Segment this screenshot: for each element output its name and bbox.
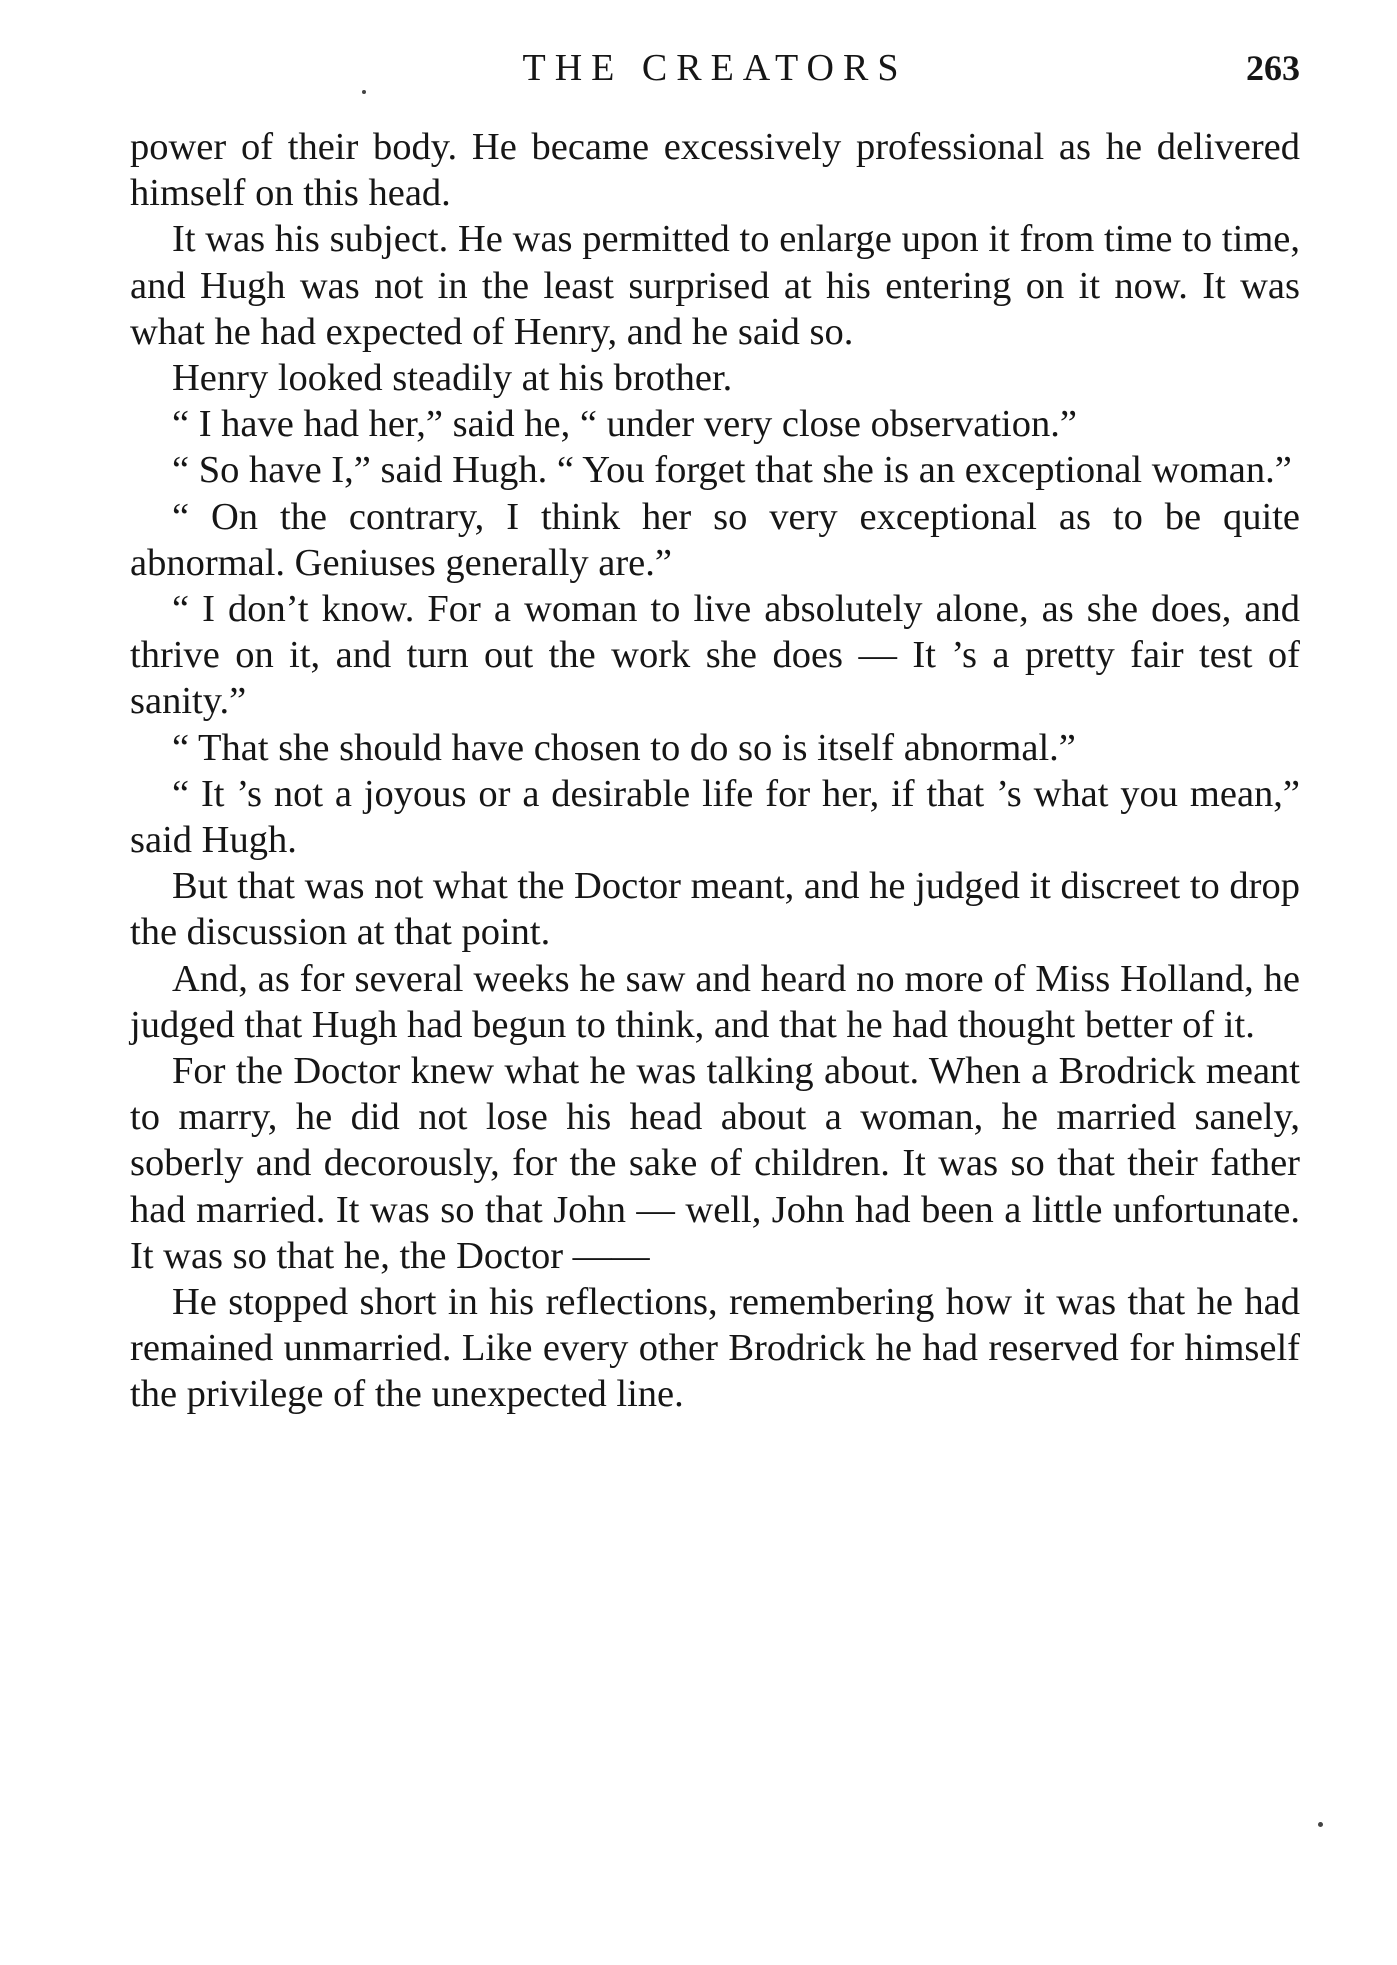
paragraph: “ On the contrary, I think her so very exceptional as to be quite abnormal. Geniuses generally are.” [130, 495, 1300, 584]
paragraph: He stopped short in his reflections, remembering how it was that he had remained unmarried. Like every other Brodrick he had reserved for himself the privilege of the unexpected line. [130, 1281, 1300, 1416]
running-title: THE CREATORS [522, 47, 908, 89]
paragraph: But that was not what the Doctor meant, and he judged it discreet to drop the discussion at that point. [130, 865, 1300, 954]
ink-speck [1318, 1822, 1323, 1827]
paragraph: “ I have had her,” said he, “ under very close observation.” [172, 403, 1077, 446]
body-text [130, 124, 1300, 1418]
paragraph: “ I don’t know. For a woman to live absolutely alone, as she does, and thrive on it, and turn out the work she does — It ’s a pretty fair test of sanity.” [130, 588, 1300, 723]
paragraph: Henry looked steadily at his brother. [172, 357, 733, 400]
page-number: 263 [1246, 48, 1300, 88]
running-head [130, 38, 1300, 98]
paragraph: For the Doctor knew what he was talking about. When a Brodrick meant to marry, he did not lose his head about a woman, he married sanely, soberly and decorously, for the sake of children. It was so that their father had married. It was so that John — well, John had been a little unfortunate. It was so that he, the Doctor —— [130, 1050, 1300, 1277]
ink-speck [362, 90, 366, 94]
paragraph: “ So have I,” said Hugh. “ You forget that she is an exceptional woman.” [172, 449, 1292, 492]
paragraph-continued: power of their body. He became excessively professional as he delivered himself on this head. [130, 126, 1300, 215]
paragraph: “ It ’s not a joyous or a desirable life for her, if that ’s what you mean,” said Hugh. [130, 772, 1300, 862]
paragraph: And, as for several weeks he saw and heard no more of Miss Holland, he judged that Hugh had begun to think, and that he had thought better of it. [130, 957, 1300, 1046]
paragraph: It was his subject. He was permitted to enlarge upon it from time to time, and Hugh was not in the least surprised at his entering on it now. It was what he had expected of Henry, and he said so. [130, 218, 1300, 353]
paragraph: “ That she should have chosen to do so is itself abnormal.” [172, 726, 1076, 769]
